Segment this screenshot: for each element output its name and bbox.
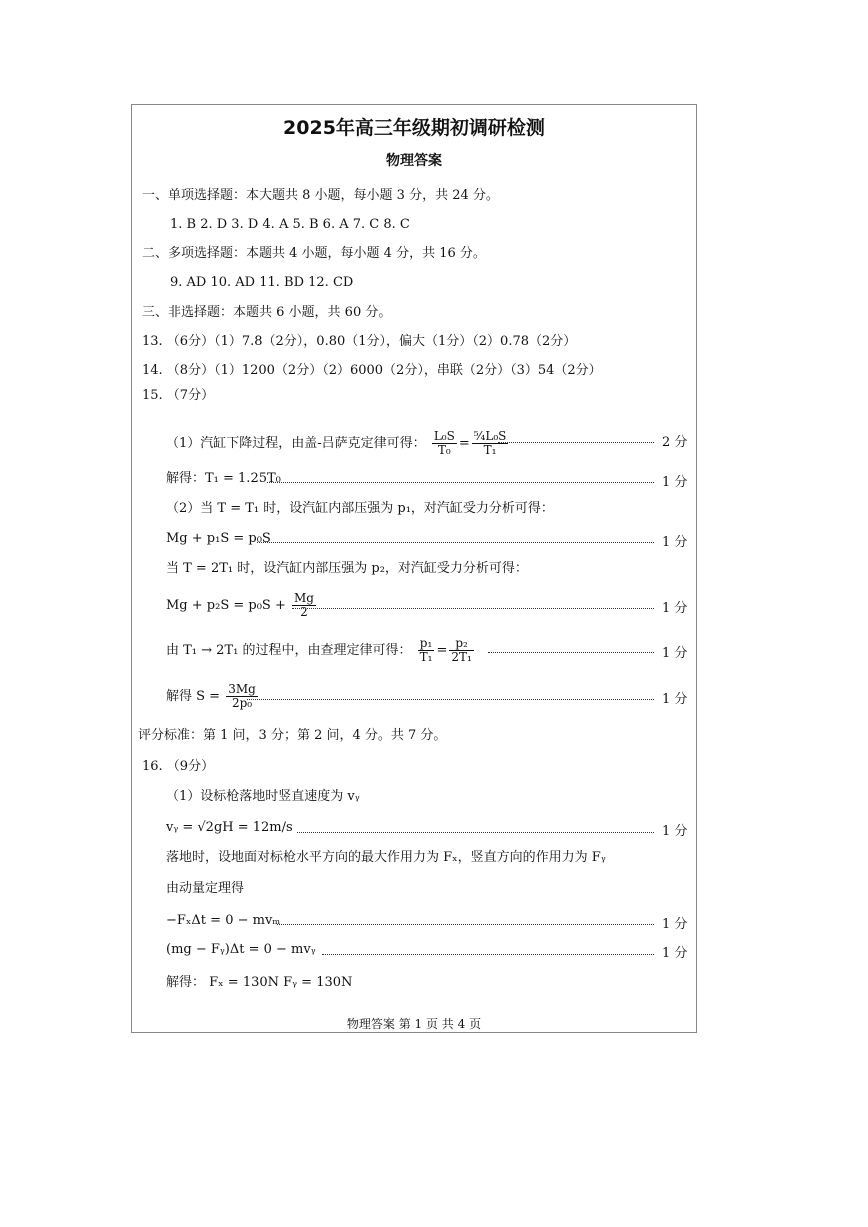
q15-step3: （2）当 T = T₁ 时，设汽缸内部压强为 p₁，对汽缸受力分析可得： [166,501,554,516]
section2-heading: 二、多项选择题：本题共 4 小题，每小题 4 分，共 16 分。 [142,246,486,261]
q15-step7-fraction-right: $\frac{\text{p₂}}{\text{2T₁}}$ [451,636,472,664]
q15-step7-text: 由 T₁ → 2T₁ 的过程中，由查理定律可得： [166,643,412,658]
q16-step6: (mg − Fᵧ)Δt = 0 − mvᵧ [166,942,316,957]
section1-heading: 一、单项选择题：本大题共 8 小题，每小题 3 分，共 24 分。 [142,188,499,203]
q15-step7-score: 1 分 [662,646,688,661]
page-subtitle: 物理答案 [386,153,442,169]
q15-step8-fraction: $\frac{3Mg}{\text{2p₀}}$ [228,682,256,710]
dot-leader [488,652,654,653]
q16-step5-score: 1 分 [662,917,688,932]
dot-leader [297,832,654,833]
q16-step7: 解得： Fₓ = 130N Fᵧ = 130N [166,975,353,990]
dot-leader [498,442,654,443]
q15-step1: （1）汽缸下降过程，由盖-吕萨克定律可得： $\frac{\text{L₀S}}{\text{T₀}}$ = $\frac{\text{⁵⁄₄L₀S}}{\text{T₁}}$ [166,429,507,457]
page-title: 2025年高三年级期初调研检测 [283,117,545,139]
q15-step1-fraction-right: $\frac{\text{⁵⁄₄L₀S}}{\text{T₁}}$ [473,429,507,457]
dot-leader [277,924,654,925]
answer-sheet [131,104,697,1033]
q15-step4-score: 1 分 [662,535,688,550]
question-14: 14. （8分）（1）1200（2分）（2）6000（2分），串联（2分）（3）54（2分） [142,363,602,378]
q15-step8 [166,683,260,710]
q15-step7-fraction-left: $\frac{\text{p₁}}{\text{T₁}}$ [419,636,433,664]
q16-step2: vᵧ = √2gH = 12m/s [166,820,293,835]
question-13: 13. （6分）（1）7.8（2分），0.80（1分），偏大（1分）（2）0.78（2分） [142,334,577,349]
q15-step4: Mg + p₁S = p₀S [166,531,271,546]
page-footer: 物理答案 第 1 页 共 4 页 [346,1017,482,1031]
q15-step6 [166,592,318,619]
dot-leader [257,542,654,543]
q15-step8-score: 1 分 [662,692,688,707]
q16-step5: −FₓΔt = 0 − mvₘ [166,913,281,928]
section3-heading: 三、非选择题：本题共 6 小题，共 60 分。 [142,305,392,320]
q16-step6-score: 1 分 [662,946,688,961]
q15-step2: 解得：T₁ = 1.25T₀ [166,471,281,486]
q16-step3: 落地时，设地面对标枪水平方向的最大作用力为 Fₓ，竖直方向的作用力为 Fᵧ [166,850,606,865]
q16-step1: （1）设标枪落地时竖直速度为 vᵧ [166,789,360,804]
dot-leader [322,954,654,955]
dot-leader [267,482,654,483]
q15-step1-score: 2 分 [662,435,688,450]
q15-step2-score: 1 分 [662,475,688,490]
q16-step2-score: 1 分 [662,824,688,839]
dot-leader [247,699,654,700]
q15-step6-fraction: $\frac{Mg}{2}$ [294,591,314,619]
section2-answers: 9. AD 10. AD 11. BD 12. CD [170,275,354,290]
q15-step7: 由 T₁ → 2T₁ 的过程中，由查理定律可得： $\frac{\text{p₁}}{\text{T₁}}$ = $\frac{\text{p₂}}{\text{2T₁}}$ [166,636,472,664]
q16-step4: 由动量定理得 [166,881,245,896]
q15-step1-fraction-left: $\frac{\text{L₀S}}{\text{T₀}}$ [433,429,455,457]
q15-criteria: 评分标准：第 1 问，3 分；第 2 问，4 分。共 7 分。 [138,728,447,743]
q15-step6-text: Mg + p₂S = p₀S + [166,598,286,613]
section1-answers: 1. B 2. D 3. D 4. A 5. B 6. A 7. C 8. C [170,217,410,232]
question-16-heading: 16. （9分） [142,759,215,774]
q15-step6-score: 1 分 [662,601,688,616]
q15-step5: 当 T = 2T₁ 时，设汽缸内部压强为 p₂，对汽缸受力分析可得： [166,561,528,576]
q15-step1-text: （1）汽缸下降过程，由盖-吕萨克定律可得： [166,436,426,451]
dot-leader [292,608,654,609]
q15-step8-text: 解得 S = [166,689,221,704]
question-15-heading: 15. （7分） [142,388,215,403]
